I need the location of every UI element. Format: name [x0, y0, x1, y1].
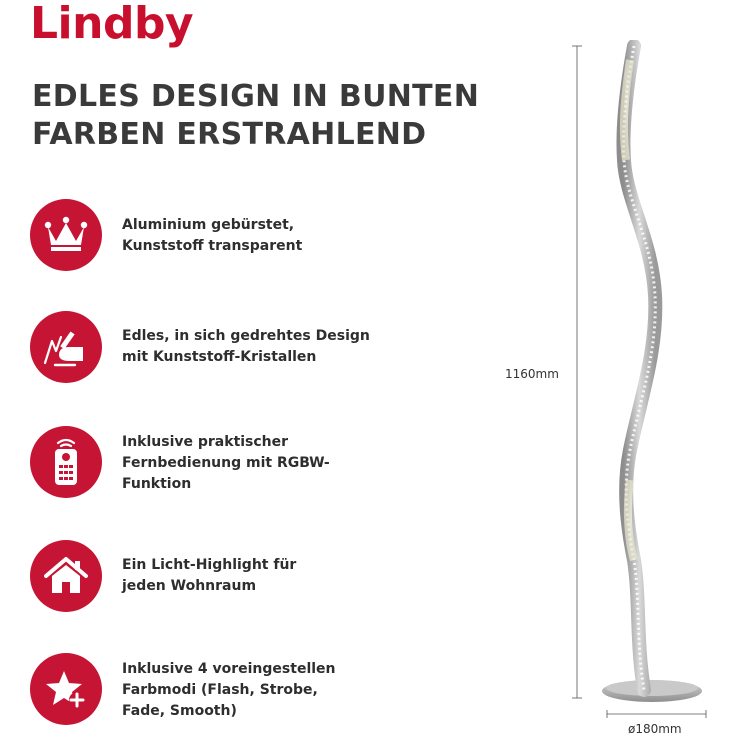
brand-logo: Lindby	[30, 0, 194, 49]
feature-highlight	[30, 540, 470, 612]
star-plus-icon	[30, 653, 102, 725]
hand-drawing-icon	[30, 311, 102, 383]
diameter-label: ø180mm	[628, 722, 682, 736]
feature-design	[30, 311, 470, 383]
house-icon	[30, 540, 102, 612]
height-label: 1160mm	[505, 367, 559, 381]
floor-lamp-illustration	[560, 40, 736, 736]
feature-text	[122, 326, 370, 368]
feature-line: Funktion	[122, 476, 192, 492]
feature-line: Fade, Smooth)	[122, 703, 237, 719]
feature-material	[30, 199, 470, 271]
feature-line: Edles, in sich gedrehtes Design	[122, 328, 370, 344]
feature-line: mit Kunststoff-Kristallen	[122, 349, 317, 365]
page-title	[32, 78, 502, 154]
feature-line: Fernbedienung mit RGBW-	[122, 455, 330, 471]
feature-line: Kunststoff transparent	[122, 238, 303, 254]
remote-control-icon	[30, 426, 102, 498]
feature-text	[122, 555, 296, 597]
feature-line: Inklusive 4 voreingestellen	[122, 661, 336, 677]
feature-text	[122, 215, 302, 257]
feature-line: jeden Wohnraum	[122, 578, 257, 594]
feature-line: Inklusive praktischer	[122, 434, 289, 450]
feature-line: Aluminium gebürstet,	[122, 217, 295, 233]
headline-line-2: FARBEN ERSTRAHLEND	[32, 117, 427, 152]
feature-color-modes	[30, 653, 470, 725]
feature-text	[122, 432, 330, 495]
feature-line: Farbmodi (Flash, Strobe,	[122, 682, 318, 698]
headline-line-1: EDLES DESIGN IN BUNTEN	[32, 79, 480, 114]
crown-icon	[30, 199, 102, 271]
feature-line: Ein Licht-Highlight für	[122, 557, 297, 573]
feature-remote	[30, 426, 470, 498]
feature-text	[122, 659, 336, 722]
